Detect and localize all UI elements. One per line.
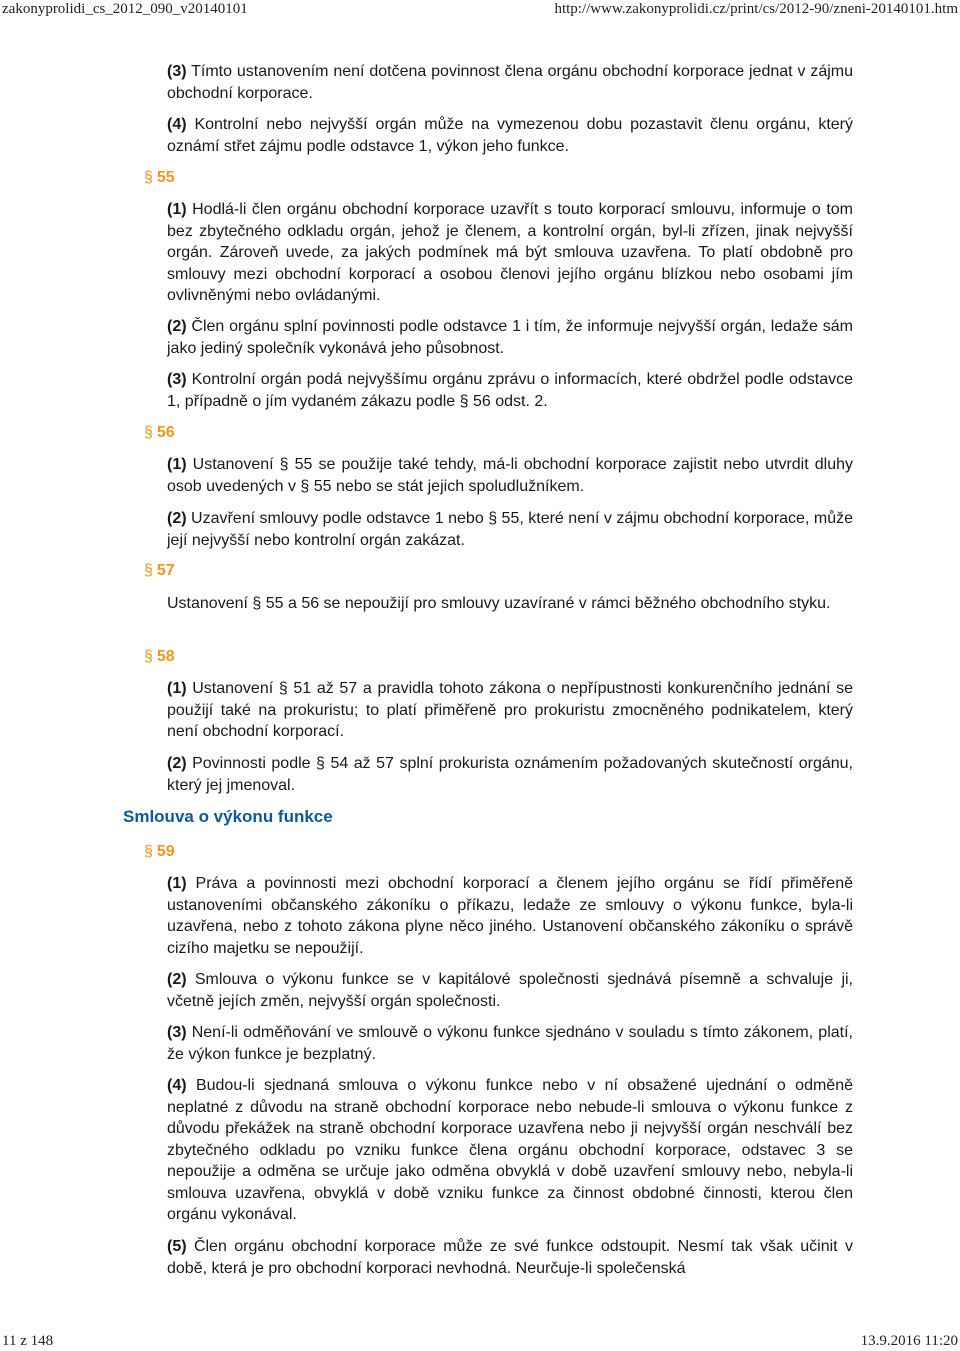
paragraph-text: Uzavření smlouvy podle odstavce 1 nebo § 55, které není v zájmu obchodní korporace, může její nejvyšší nebo kontrolní orgán zakázat. [167,510,853,549]
paragraph-text: Kontrolní orgán podá nejvyššímu orgánu zprávu o informacích, které obdržel podle odstavce 1, případně o jím vydaném zákazu podle § 56 odst. 2. [167,371,853,410]
paragraph-text: Ustanovení § 55 a 56 se nepoužijí pro smlouvy uzavírané v rámci běžného obchodního styku. [167,595,831,612]
print-footer-datetime: 13.9.2016 11:20 [860,1333,958,1349]
paragraph-number: (5) [167,1238,187,1255]
section-symbol: § [144,169,153,186]
section-symbol: § [144,648,153,665]
paragraph-text: Hodlá-li člen orgánu obchodní korporace uzavřít s touto korporací smlouvu, informuje o tom bez zbytečného odkladu orgán, jehož je členem, a kontrolní orgán, byl-li zřízen, jinak nejvyšší orgán. Zároveň uvede, za jakých podmínek má být smlouva uzavřena. To platí obdobně pro smlouvy mezi obchodní korporací a osobou členovi jejího orgánu blízkou nebo osobami jím ovlivněnými nebo ovládanými. [167,201,853,304]
paragraph-text: Povinnosti podle § 54 až 57 splní prokurista oznámením požadovaných skutečností orgánu, který jej jmenoval. [167,755,853,794]
paragraph-number: (3) [167,1024,187,1041]
section-number: 58 [156,648,175,665]
section-number: 56 [156,424,175,441]
paragraph-text: Není-li odměňování ve smlouvě o výkonu funkce sjednáno v souladu s tímto zákonem, platí, že výkon funkce je bezplatný. [167,1024,853,1063]
paragraph [167,199,853,307]
part-heading: Smlouva o výkonu funkce [123,807,333,826]
paragraph [167,369,853,412]
section-link-58[interactable] [144,647,175,667]
paragraph-text: Kontrolní nebo nejvyšší orgán může na vymezenou dobu pozastavit členu orgánu, který oznámí střet zájmu podle odstavce 1, výkon jeho funkce. [167,116,853,155]
paragraph-number: (3) [167,371,187,388]
paragraph-text: Práva a povinnosti mezi obchodní korporací a členem jejího orgánu se řídí přiměřeně ustanoveními občanského zákoníku o příkazu, ledaže ze smlouvy o výkonu funkce, byla-li uzavřena, nebo z tohoto zákona plyne něco jiného. Ustanovení občanského zákoníku o správě cizího majetku se nepoužijí. [167,875,853,957]
paragraph [167,114,853,157]
print-footer-page-count: 11 z 148 [2,1333,54,1349]
paragraph-number: (4) [167,116,187,133]
paragraph-text: Ustanovení § 55 se použije také tehdy, má-li obchodní korporace zajistit nebo utvrdit dluhy osob uvedených v § 55 nebo se stát jejich spoludlužníkem. [167,456,853,495]
paragraph [167,1075,853,1226]
paragraph-text: Člen orgánu splní povinnosti podle odstavce 1 i tím, že informuje nejvyšší orgán, ledaže sám jako jediný společník vykonává jeho působnost. [167,318,853,357]
paragraph-number: (1) [167,680,187,697]
section-symbol: § [144,424,153,441]
paragraph [167,969,853,1012]
section-link-55[interactable] [144,168,175,188]
paragraph [167,61,853,104]
section-number: 55 [156,169,175,186]
paragraph [167,1022,853,1065]
paragraph [167,753,853,796]
print-header-filename: zakonyprolidi_cs_2012_090_v20140101 [2,1,248,17]
paragraph-text: Smlouva o výkonu funkce se v kapitálové společnosti sjednává písemně a schvaluje ji, včetně jejích změn, nejvyšší orgán společnosti. [167,971,853,1010]
paragraph [167,873,853,959]
paragraph-text: Budou-li sjednaná smlouva o výkonu funkce nebo v ní obsažené ujednání o odměně neplatné z důvodu na straně obchodní korporace nebo nebude-li smlouva o výkonu funkce z důvodu překážek na straně obchodní korporace uzavřena nebo ji nejvyšší orgán neschválí bez zbytečného odkladu po vzniku funkce člena orgánu obchodní korporace, odstavec 3 se nepoužije a odměna se určuje jako odměna obvyklá v době uzavření smlouvy nebo, nebyla-li smlouva uzavřena, obvyklá v době vzniku funkce za činnost obdobné činnosti, kterou člen orgánu vykonával. [167,1077,853,1223]
paragraph [167,593,853,615]
paragraph-text: Ustanovení § 51 až 57 a pravidla tohoto zákona o nepřípustnosti konkurenčního jednání se použijí také na prokuristu; to platí přiměřeně pro prokuristu zmocněného podnikatelem, který není obchodní korporací. [167,680,853,740]
section-link-57[interactable] [144,561,175,581]
paragraph [167,454,853,497]
paragraph-number: (4) [167,1077,187,1094]
paragraph-number: (1) [167,456,187,473]
section-link-59[interactable] [144,842,175,862]
paragraph-number: (2) [167,755,187,772]
print-header-url: http://www.zakonyprolidi.cz/print/cs/2012-90/zneni-20140101.htm [554,1,958,17]
section-link-56[interactable] [144,423,175,443]
paragraph-number: (2) [167,510,187,527]
paragraph-text: Tímto ustanovením není dotčena povinnost člena orgánu obchodní korporace jednat v zájmu obchodní korporace. [167,63,853,102]
paragraph-number: (3) [167,63,187,80]
section-symbol: § [144,843,153,860]
paragraph-number: (2) [167,971,187,988]
section-number: 59 [156,843,175,860]
section-number: 57 [156,562,175,579]
paragraph [167,316,853,359]
paragraph-number: (1) [167,875,187,892]
paragraph [167,678,853,743]
paragraph-number: (1) [167,201,187,218]
section-symbol: § [144,562,153,579]
paragraph [167,1236,853,1279]
paragraph [167,508,853,551]
paragraph-text: Člen orgánu obchodní korporace může ze své funkce odstoupit. Nesmí tak však učinit v době, která je pro obchodní korporaci nevhodná. Neurčuje-li společenská [167,1238,853,1277]
paragraph-number: (2) [167,318,187,335]
